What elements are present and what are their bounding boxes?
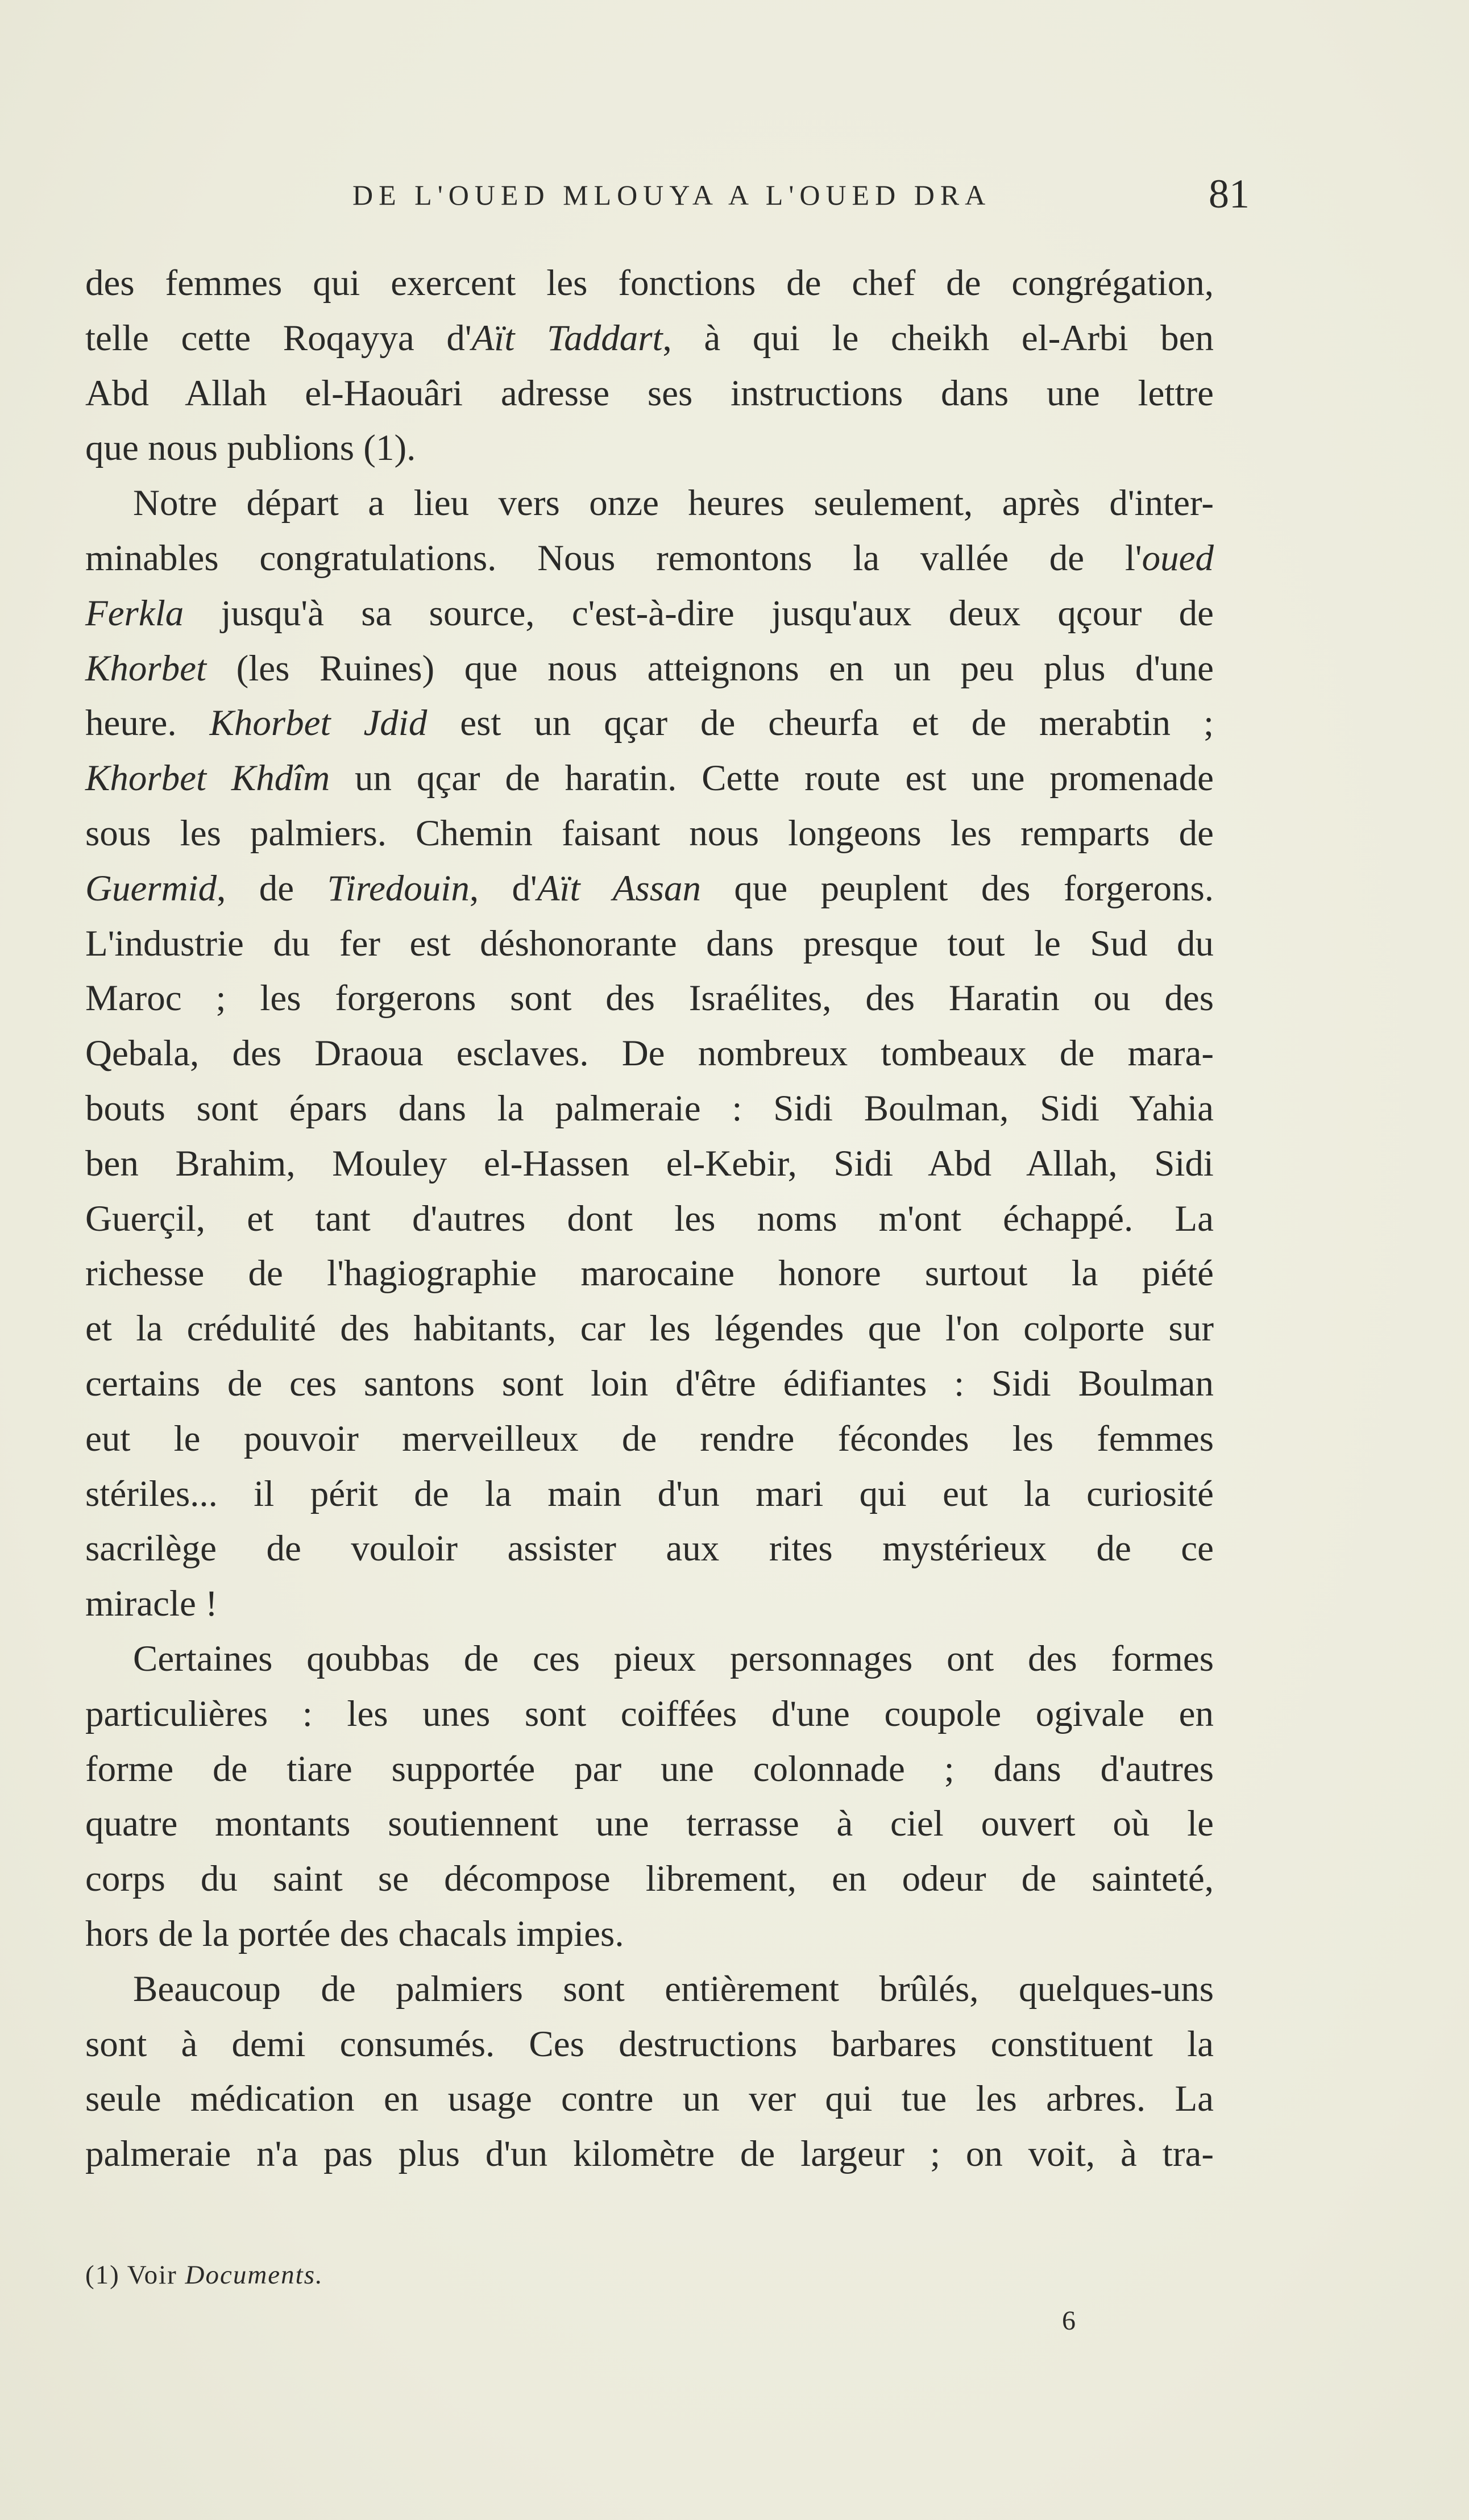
place-name: Tiredouin — [327, 867, 470, 909]
place-name: Khorbet — [85, 647, 207, 689]
text-line: et la crédulité des habitants, car les légendes que l'on colporte sur — [85, 1308, 1214, 1350]
page-number: 81 — [1209, 171, 1250, 217]
text-line: quatre montants soutiennent une terrasse à ciel ouvert où le — [85, 1803, 1214, 1845]
text-line: telle cette Roqayya d'Aït Taddart, à qui le cheikh el-Arbi ben — [85, 317, 1214, 359]
place-name: Khorbet Khdîm — [85, 758, 330, 799]
text-line: Ferkla jusqu'à sa source, c'est-à-dire jusqu'aux deux qçour de — [85, 592, 1214, 634]
text-line: sacrilège de vouloir assister aux rites mystérieux de ce — [85, 1528, 1214, 1570]
text-line: Guermid, de Tiredouin, d'Aït Assan que peuplent des forgerons. — [85, 867, 1214, 909]
text-line: bouts sont épars dans la palmeraie : Sidi Boulman, Sidi Yahia — [85, 1087, 1214, 1129]
place-name: Guermid — [85, 867, 217, 909]
text-line: seule médication en usage contre un ver qui tue les arbres. La — [85, 2078, 1214, 2120]
text-line: des femmes qui exercent les fonctions de chef de congrégation, — [85, 263, 1214, 304]
place-name: oued — [1142, 537, 1214, 579]
text-line: sont à demi consumés. Ces destructions barbares constituent la — [85, 2023, 1214, 2065]
text-line: sous les palmiers. Chemin faisant nous longeons les remparts de — [85, 812, 1214, 854]
place-name: Khorbet Jdid — [209, 703, 428, 744]
text-line: Guerçil, et tant d'autres dont les noms m'ont échappé. La — [85, 1198, 1214, 1239]
text-line: forme de tiare supportée par une colonnade ; dans d'autres — [85, 1748, 1214, 1790]
text-line: minables congratulations. Nous remontons la vallée de l'oued — [85, 537, 1214, 579]
text-line: Beaucoup de palmiers sont entièrement brûlés, quelques-uns — [133, 1968, 1214, 2010]
text-line: heure. Khorbet Jdid est un qçar de cheurfa et de merabtin ; — [85, 703, 1214, 744]
text-line: Khorbet Khdîm un qçar de haratin. Cette route est une promenade — [85, 758, 1214, 799]
text-line: stériles... il périt de la main d'un mari qui eut la curiosité — [85, 1473, 1214, 1514]
text-line: ben Brahim, Mouley el-Hassen el-Kebir, Sidi Abd Allah, Sidi — [85, 1143, 1214, 1184]
place-name: Aït Taddart — [471, 317, 663, 359]
footnote — [85, 2260, 323, 2290]
place-name: Ferkla — [85, 592, 184, 634]
footnote-reference: Documents. — [185, 2260, 323, 2290]
text-line: Qebala, des Draoua esclaves. De nombreux tombeaux de mara- — [85, 1033, 1214, 1074]
running-head: DE L'OUED MLOUYA A L'OUED DRA — [352, 179, 991, 211]
text-line: Certaines qoubbas de ces pieux personnages ont des formes — [133, 1638, 1214, 1679]
text-line: Abd Allah el-Haouâri adresse ses instructions dans une lettre — [85, 372, 1214, 414]
text-line: L'industrie du fer est déshonorante dans presque tout le Sud du — [85, 923, 1214, 964]
page-header — [85, 171, 1250, 217]
text-line: hors de la portée des chacals impies. — [85, 1913, 624, 1954]
signature-mark: 6 — [1062, 2306, 1076, 2336]
text-line: Khorbet (les Ruines) que nous atteignons en un peu plus d'une — [85, 647, 1214, 689]
text-line: certains de ces santons sont loin d'être édifiantes : Sidi Boulman — [85, 1363, 1214, 1404]
text-line: richesse de l'hagiographie marocaine honore surtout la piété — [85, 1253, 1214, 1294]
text-line: palmeraie n'a pas plus d'un kilomètre de largeur ; on voit, à tra- — [85, 2133, 1214, 2175]
text-line: particulières : les unes sont coiffées d'une coupole ogivale en — [85, 1693, 1214, 1734]
text-line: Maroc ; les forgerons sont des Israélites, des Haratin ou des — [85, 978, 1214, 1019]
text-line: miracle ! — [85, 1583, 218, 1625]
text-line: corps du saint se décompose librement, en odeur de sainteté, — [85, 1858, 1214, 1900]
body-text — [85, 256, 1214, 2182]
text-line: eut le pouvoir merveilleux de rendre fécondes les femmes — [85, 1418, 1214, 1459]
text-line: que nous publions (1). — [85, 427, 416, 469]
place-name: Aït Assan — [537, 867, 702, 909]
footnote-prefix: (1) Voir — [85, 2260, 185, 2290]
text-line: Notre départ a lieu vers onze heures seulement, après d'inter- — [133, 483, 1214, 524]
